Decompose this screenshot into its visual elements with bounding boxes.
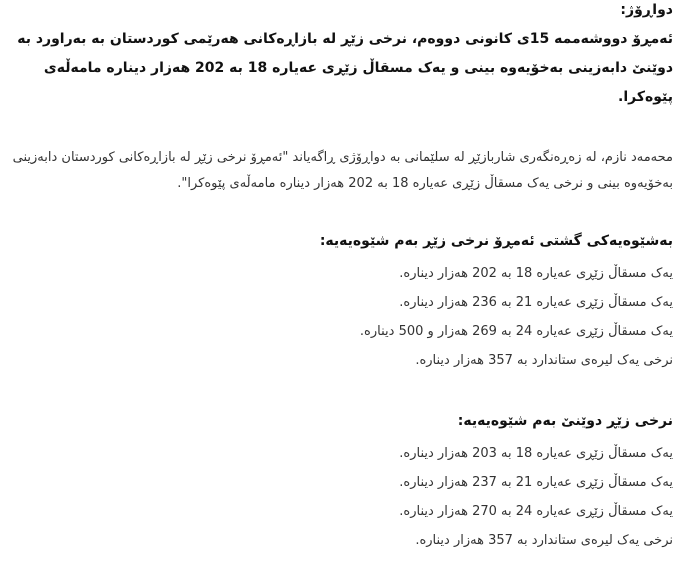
article (10, 0, 673, 555)
list-item: یەک مسقاڵ زێڕی عەیارە 24 بە 269 هەزار و 500 دینارە. (359, 324, 673, 339)
list-item: یەک مسقاڵ زێڕی عەیارە 18 بە 202 هەزار دینارە. (399, 266, 673, 281)
yesterday-prices-heading: نرخی زێڕ دوێنێ بەم شێوەیەیە: (457, 413, 673, 429)
body-paragraph: محەمەد نازم، لە زەڕەنگەری شاربازێڕ لە سلێمانی بە دواڕۆژی ڕاگەیاند "ئەمڕۆ نرخی زێڕ لە بازاڕەکانی کوردستان دابەزینی بەخۆیەوە بینی و نرخی یەک مسقاڵ زێڕی عەیارە 18 بە 202 هەزار دینارە مامەڵەی پێوەکرا". (12, 150, 673, 191)
list-item: نرخی یەک لیرەی ستاندارد بە 357 هەزار دینارە. (415, 353, 673, 368)
yesterday-prices-list (10, 439, 673, 555)
list-item: یەک مسقاڵ زێڕی عەیارە 18 بە 203 هەزار دینارە. (399, 446, 673, 461)
today-prices-heading: بەشێوەیەکی گشتی ئەمڕۆ نرخی زێڕ بەم شێوەیەیە: (319, 233, 673, 249)
list-item: نرخی یەک لیرەی ستاندارد بە 357 هەزار دینارە. (415, 533, 673, 548)
lead-paragraph: ئەمڕۆ دووشەممە 15ی کانونی دووەم، نرخی زێڕ لە بازاڕەکانی هەرێمی کوردستان بە بەراورد بە دوێنێ دابەزینی بەخۆیەوە بینی و یەک مسقاڵ زێڕی عەیارە 18 بە 202 هەزار دینارە مامەڵەی پێوەکرا. (17, 31, 673, 105)
list-item: یەک مسقاڵ زێڕی عەیارە 21 بە 236 هەزار دینارە. (399, 295, 673, 310)
list-item: یەک مسقاڵ زێڕی عەیارە 21 بە 237 هەزار دینارە. (399, 475, 673, 490)
list-item: یەک مسقاڵ زێڕی عەیارە 24 بە 270 هەزار دینارە. (399, 504, 673, 519)
dateline: دواڕۆژ: (620, 2, 673, 18)
today-prices-list (10, 259, 673, 375)
